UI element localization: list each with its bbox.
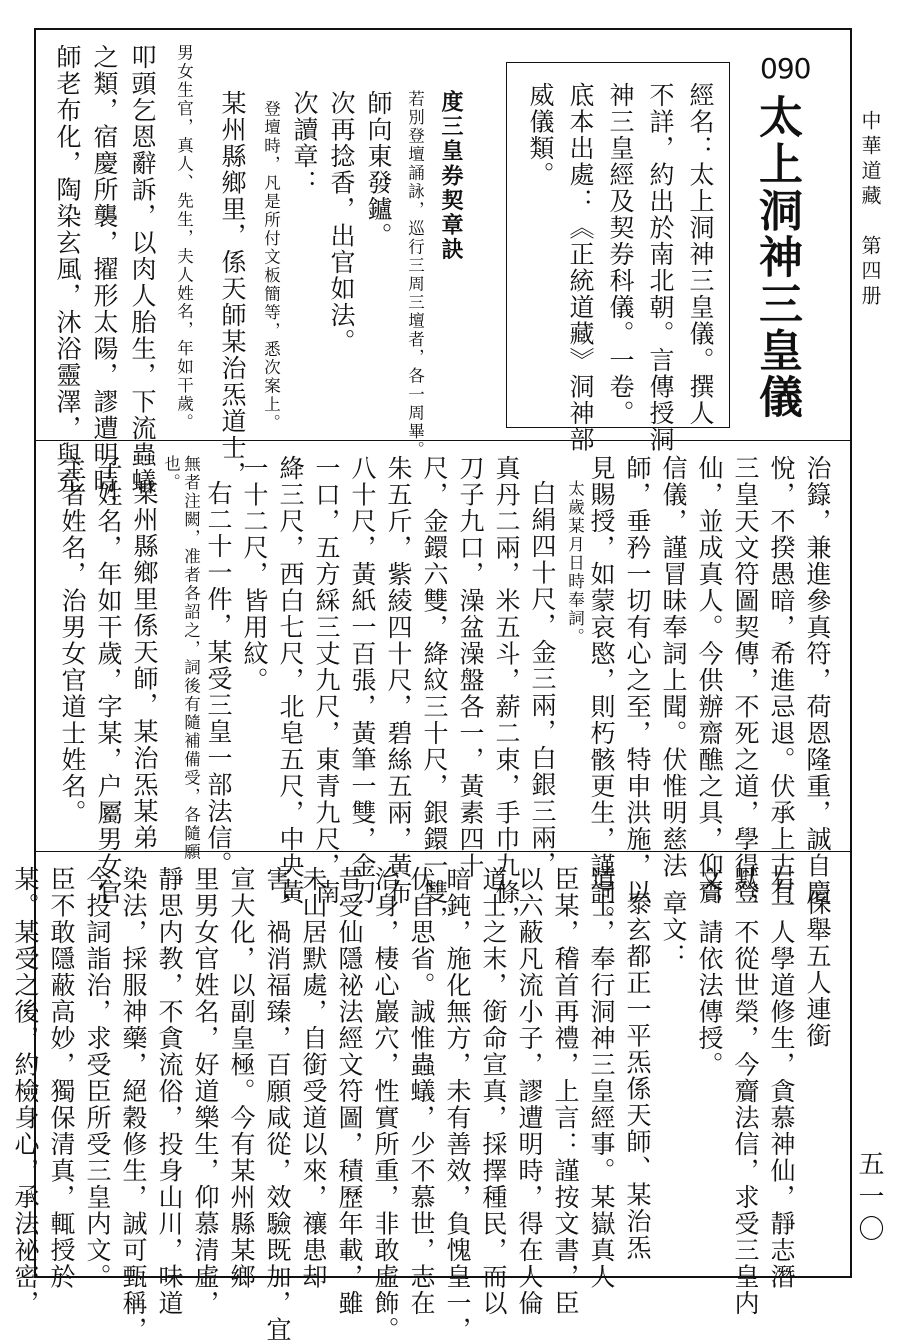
info-line: 威儀類。 bbox=[526, 82, 555, 188]
text-number: 090 bbox=[760, 52, 811, 85]
text-line: 白絹四十尺，金三兩，白銀三兩， bbox=[528, 480, 557, 878]
text-line: 見賜授，如蒙哀愍，則朽骸更生，謹詞。 bbox=[587, 455, 616, 932]
text-line: 師，垂矜一切有心之至，特申洪施，以 bbox=[623, 455, 652, 906]
text-line: 某。某受之後，約檢身心，承法祕密， bbox=[11, 866, 40, 1317]
section-subtitle: 度三皇券契章訣 bbox=[438, 90, 464, 263]
text-line: 伏自思省。誠惟蟲蟻，少不慕世，志在 bbox=[407, 866, 436, 1317]
text-line: 靜思内教，不貪流俗，投身山川，味道 bbox=[155, 866, 184, 1317]
subtitle-note: 若別登壇誦詠，巡行三周三壇者，各一周畢。 bbox=[405, 90, 425, 460]
text-line: 今投詞詣治，求受臣所受三皇内文。 bbox=[83, 866, 112, 1290]
text-line: 臣某，稽首再禮，上言：謹按文書，臣 bbox=[551, 866, 580, 1317]
text-line: 昔受仙隱祕法經文符圖，積歷年載，雖 bbox=[335, 866, 364, 1317]
text-line: 右二十一件，某受三皇一部法信。 bbox=[204, 480, 233, 878]
book-title-margin: 中華道藏 第四册 bbox=[858, 110, 882, 310]
text-line: 之類，宿慶所襲，擢形太陽，謬遭明時， bbox=[90, 44, 119, 521]
text-line: 未山居默處，自銜受道以來，禳患却 bbox=[299, 866, 328, 1290]
info-line: 不詳，約出於南北朝。言傳授洞 bbox=[646, 82, 675, 453]
text-line: 里男女官姓名，好道樂生，仰慕清虛， bbox=[191, 866, 220, 1317]
text-note: 登壇時，凡是所付文板簡等，悉次案上。 bbox=[261, 100, 281, 433]
text-line: 主者姓名，治男女官道士姓名。 bbox=[58, 455, 87, 826]
text-line: 道士，奉行洞神三皇經事。某嶽真人 bbox=[587, 866, 616, 1290]
text-line: 一口，五方綵三丈九尺，東青九尺，南 bbox=[312, 455, 341, 906]
text-line: 子姓名，年如干歲，字某，户屬男女官 bbox=[94, 455, 123, 906]
text-line: 刀子九口，澡盆澡盤各一，黃素四十 bbox=[456, 455, 485, 879]
text-note: 太歲某月日時奉詞。 bbox=[565, 480, 585, 647]
info-line: 經名：太上洞神三皇儀。撰人 bbox=[686, 82, 715, 427]
text-line: 三皇天文符圖契傳，不死之道，學得登 bbox=[731, 455, 760, 906]
text-line: 次讀章： bbox=[290, 90, 319, 196]
info-line: 底本出處：《正統道藏》洞神部 bbox=[566, 82, 595, 453]
text-line: 仙，並成真人。今供辦齋醮之具，仰齎 bbox=[695, 455, 724, 906]
text-line: 叩頭乞恩辭訴，以肉人胎生，下流蟲蟻 bbox=[128, 44, 157, 495]
text-line: 宣大化，以副皇極。今有某州縣某鄉 bbox=[227, 866, 256, 1290]
text-line: 文，請依法傳授。 bbox=[695, 866, 724, 1078]
text-line: 右一人學道修生，貪慕神仙，靜志潛 bbox=[767, 866, 796, 1290]
text-line: 染法，採服神藥，絕穀修生，誠可甄稱， bbox=[119, 866, 148, 1343]
text-line: 臣不敢隱蔽高妙，獨保清真，輒授於 bbox=[47, 866, 76, 1290]
text-line: 八十尺，黃紙一百張，黃筆一雙，金刀 bbox=[348, 455, 377, 906]
text-line: 尺，金鐶六雙，絳紋三十尺，銀鐶一雙， bbox=[420, 455, 449, 932]
text-line: 師向東發鑪。 bbox=[364, 90, 393, 249]
text-line: 治身，棲心巖穴，性實所重，非敢虛飾。 bbox=[371, 866, 400, 1343]
text-line: 真丹二兩，米五斗，薪二束，手巾九條， bbox=[492, 455, 521, 932]
text-line: 信儀，謹冒昧奉詞上聞。伏惟明慈法 bbox=[659, 455, 688, 879]
text-line: 次再捻香，出官如法。 bbox=[327, 90, 356, 355]
text-line: 悅，不揆愚暗，希進忌退。伏承上古有 bbox=[767, 455, 796, 906]
text-line: 道士之末，銜命宣真，採擇種民，而以 bbox=[479, 866, 508, 1317]
text-line: 治籙，兼進參真符，荷恩隆重，誠自慶 bbox=[803, 455, 832, 906]
text-line: 某州縣鄉里，係天師某治炁道士， bbox=[218, 90, 247, 488]
text-note: 男女生官，真人、先生，夫人姓名，年如干歲。 bbox=[174, 44, 194, 433]
text-title: 太上洞神三皇儀 bbox=[751, 94, 802, 421]
text-line: 默，不從世榮，今齎法信，求受三皇内 bbox=[731, 866, 760, 1317]
text-note: 無者注闕，准者各詔之，詞後有隨補備受，各隨願 bbox=[181, 455, 201, 862]
text-line: 某州縣鄉里係天師，某治炁某弟 bbox=[130, 480, 159, 851]
text-line: 以六蔽凡流小子，謬遭明時，得在人倫 bbox=[515, 866, 544, 1317]
page-number: 五一〇 bbox=[854, 1150, 884, 1248]
text-line: 朱五斤，紫綾四十尺，碧絲五兩，黃布 bbox=[384, 455, 413, 906]
text-line: 暗鈍，施化無方，未有善效，負愧皇一， bbox=[443, 866, 472, 1343]
text-line: 害，禍消福臻，百願咸從，效驗既加，宜 bbox=[263, 866, 292, 1343]
text-line: 保舉五人連銜 bbox=[803, 890, 832, 1049]
text-line: 泰玄都正一平炁係天師、某治炁 bbox=[623, 890, 652, 1261]
text-note: 也。 bbox=[161, 455, 181, 492]
info-line: 神三皇經及契券科儀。一卷。 bbox=[606, 82, 635, 427]
text-line: 章文： bbox=[659, 890, 688, 970]
text-line: 絳三尺，西白七尺，北皂五尺，中央黃 bbox=[276, 455, 305, 906]
text-line: 師老布化，陶染玄風，沐浴靈澤，與充 bbox=[53, 44, 82, 495]
text-line: 一十二尺，皆用紋。 bbox=[240, 455, 269, 694]
